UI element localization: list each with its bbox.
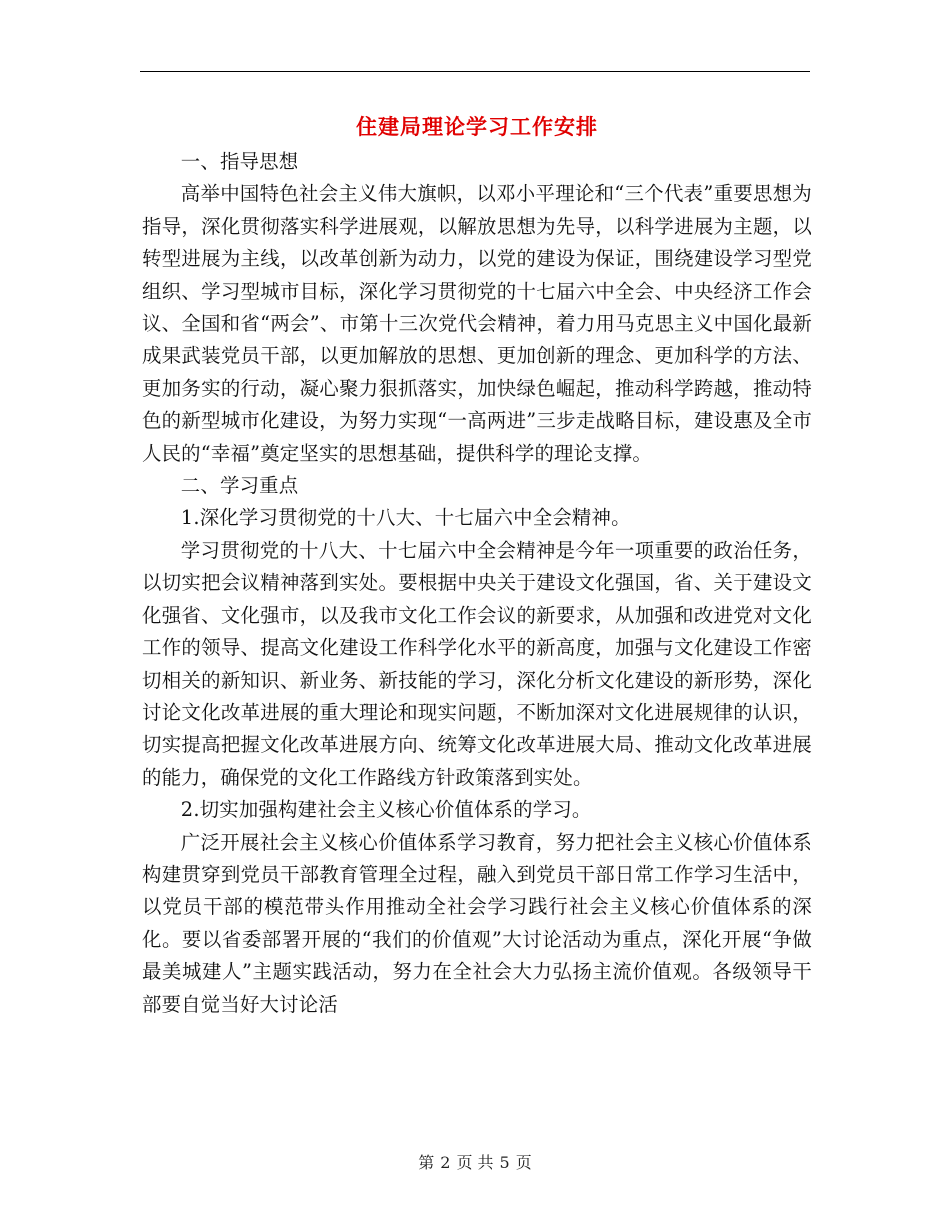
footer-suffix: 页 <box>515 1153 532 1172</box>
paragraph-guiding-ideology: 高举中国特色社会主义伟大旗帜，以邓小平理论和“三个代表”重要思想为指导，深化贯彻落实科学进展观，以解放思想为先导，以科学进展为主题，以转型进展为主线，以改革创新为动力，以党的建设为保证，围绕建设学习型党组织、学习型城市目标，深化学习贯彻党的十七届六中全会、中央经济工作会议、全国和省“两会”、市第十三次党代会精神，着力用马克思主义中国化最新成果武装党员干部，以更加解放的思想、更加创新的理念、更加科学的方法、更加务实的行动，凝心聚力狠抓落实，加快绿色崛起，推动科学跨越，推动特色的新型城市化建设，为努力实现“一高两进”三步走战略目标，建设惠及全市人民的“幸福”奠定坚实的思想基础，提供科学的理论支撑。 <box>142 182 812 465</box>
footer-prefix: 第 <box>418 1153 435 1172</box>
page-footer <box>0 1152 950 1174</box>
subheading-item-1: 1.深化学习贯彻党的十八大、十七届六中全会精神。 <box>180 506 631 530</box>
footer-current-page: 2 <box>440 1153 451 1172</box>
footer-total-pages: 5 <box>499 1153 510 1172</box>
paragraph-item-1: 学习贯彻党的十八大、十七届六中全会精神是今年一项重要的政治任务，以切实把会议精神落到实处。要根据中央关于建设文化强国，省、关于建设文化强省、文化强市，以及我市文化工作会议的新要求，从加强和改进党对文化工作的领导、提高文化建设工作科学化水平的新高度，加强与文化建设工作密切相关的新知识、新业务、新技能的学习，深化分析文化建设的新形势，深化讨论文化改革进展的重大理论和现实问题，不断加深对文化进展规律的认识，切实提高把握文化改革进展方向、统筹文化改革进展大局、推动文化改革进展的能力，确保党的文化工作路线方针政策落到实处。 <box>142 538 812 789</box>
section-heading-guiding-ideology: 一、指导思想 <box>180 150 299 173</box>
footer-middle: 页 共 <box>456 1153 494 1172</box>
document-title: 住建局理论学习工作安排 <box>356 114 598 139</box>
section-heading-study-focus: 二、学习重点 <box>180 474 299 498</box>
document-body <box>142 108 812 1021</box>
paragraph-item-2: 广泛开展社会主义核心价值体系学习教育，努力把社会主义核心价值体系构建贯穿到党员干部教育管理全过程，融入到党员干部日常工作学习生活中，以党员干部的模范带头作用推动全社会学习践行社会主义核心价值体系的深化。要以省委部署开展的“我们的价值观”大讨论活动为重点，深化开展“争做最美城建人”主题实践活动，努力在全社会大力弘扬主流价值观。各级领导干部要自觉当好大讨论活 <box>142 830 812 1016</box>
subheading-item-2: 2.切实加强构建社会主义核心价值体系的学习。 <box>180 798 592 822</box>
header-rule <box>140 71 810 72</box>
